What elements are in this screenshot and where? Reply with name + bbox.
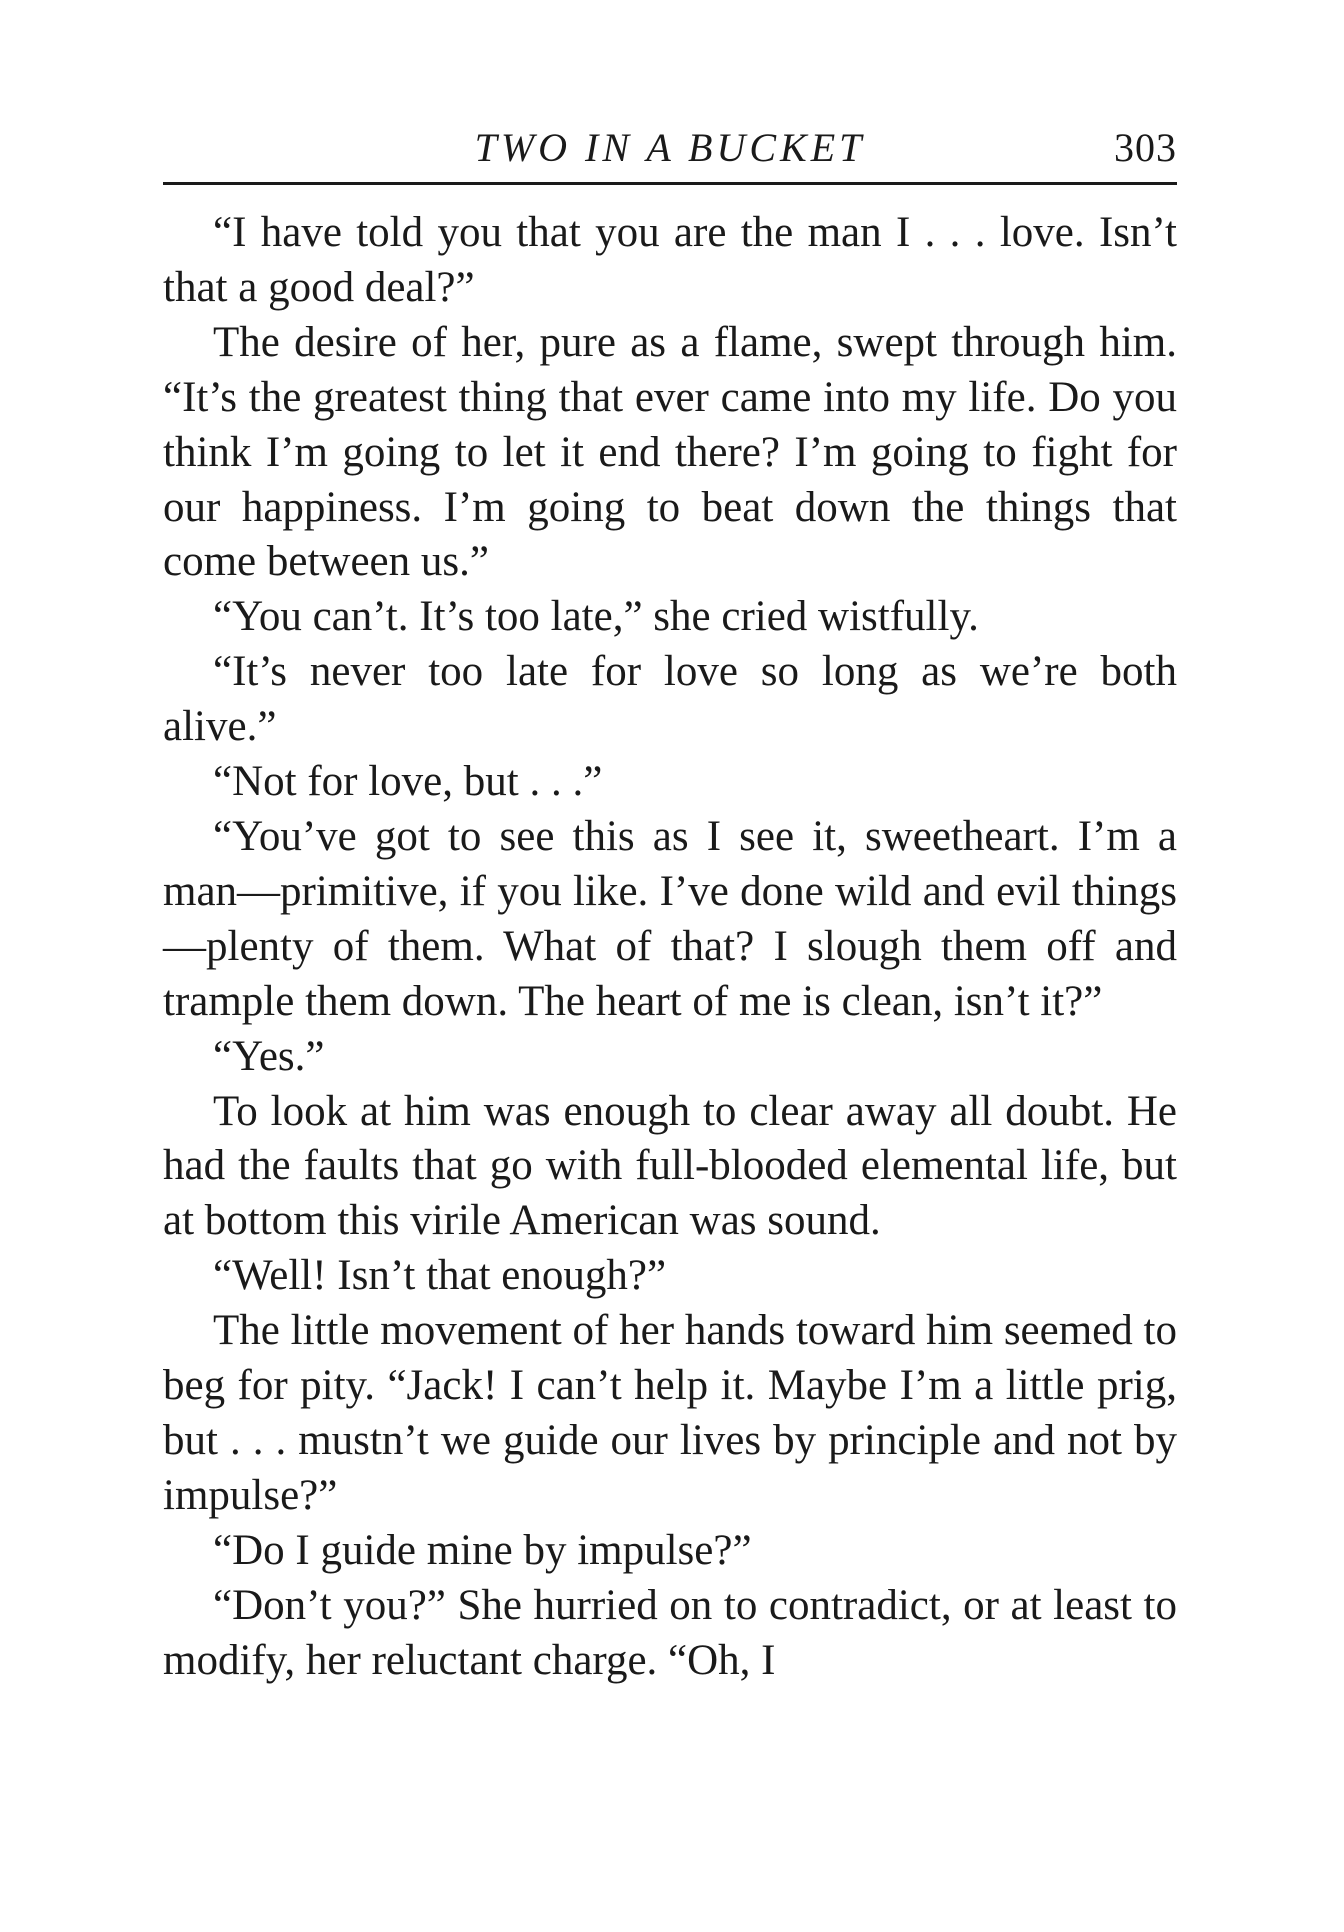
paragraph: To look at him was enough to clear away all doubt. He had the faults that go with full-blooded elemental life, but at bottom this virile American was sound. <box>163 1087 1177 1245</box>
running-title: TWO IN A BUCKET <box>474 125 866 170</box>
body-text <box>163 206 1177 1688</box>
header-rule <box>163 182 1177 185</box>
page-header <box>163 118 1177 178</box>
paragraph: “Not for love, but . . .” <box>213 758 603 806</box>
page-number: 303 <box>1114 125 1177 170</box>
paragraph: “Well! Isn’t that enough?” <box>213 1252 667 1300</box>
paragraph: The little movement of her hands toward him seemed to beg for pity. “Jack! I can’t help it. Maybe I’m a little prig, but . . . mustn’t we guide our lives by principle and not by impulse?” <box>163 1307 1177 1519</box>
paragraph: “Don’t you?” She hurried on to contradict, or at least to modify, her reluctant charge. “Oh, I <box>163 1581 1177 1684</box>
paragraph: The desire of her, pure as a flame, swept through him. “It’s the greatest thing that ever came into my life. Do you think I’m going to let it end there? I’m going to fight for our happiness. I’m going to beat down the things that come between us.” <box>163 318 1177 586</box>
paragraph: “Do I guide mine by impulse?” <box>213 1526 752 1574</box>
paragraph: “You’ve got to see this as I see it, sweetheart. I’m a man—primitive, if you like. I’ve done wild and evil things—plenty of them. What of that? I slough them off and trample them down. The heart of me is clean, isn’t it?” <box>163 812 1177 1025</box>
paragraph: “It’s never too late for love so long as we’re both alive.” <box>163 648 1177 751</box>
paragraph: “Yes.” <box>213 1032 325 1080</box>
paragraph: “I have told you that you are the man I . . . love. Isn’t that a good deal?” <box>163 209 1177 311</box>
paragraph: “You can’t. It’s too late,” she cried wistfully. <box>213 593 979 641</box>
